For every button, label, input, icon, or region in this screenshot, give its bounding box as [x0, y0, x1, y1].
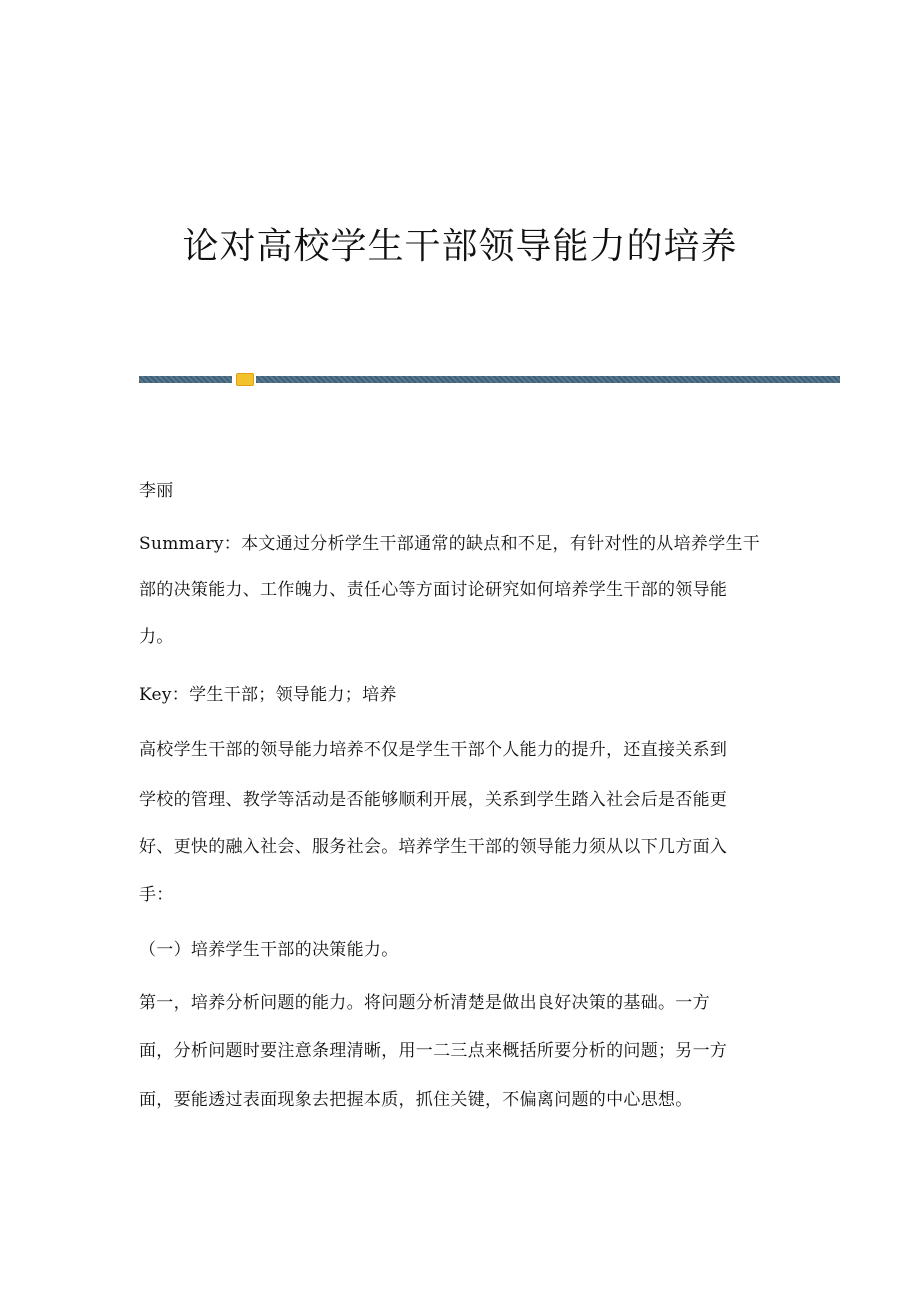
divider-left [139, 376, 232, 383]
summary-line: 力。 [139, 627, 174, 647]
body-line: 面，分析问题时要注意条理清晰，用一二三点来概括所要分析的问题；另一方 [139, 1041, 728, 1061]
body-line: 手： [139, 885, 174, 905]
body-line: 高校学生干部的领导能力培养不仅是学生干部个人能力的提升，还直接关系到 [139, 740, 728, 760]
divider-right [256, 376, 840, 383]
author: 李丽 [139, 481, 174, 501]
body-line: 好、更快的融入社会、服务社会。培养学生干部的领导能力须从以下几方面入 [139, 837, 728, 857]
body-line: 学校的管理、教学等活动是否能够顺利开展，关系到学生踏入社会后是否能更 [139, 790, 728, 810]
section-heading: （一）培养学生干部的决策能力。 [139, 940, 399, 960]
body-line: 第一，培养分析问题的能力。将问题分析清楚是做出良好决策的基础。一方 [139, 993, 710, 1013]
envelope-icon [236, 373, 254, 386]
document-title: 论对高校学生干部领导能力的培养 [182, 226, 738, 267]
summary-line: 部的决策能力、工作魄力、责任心等方面讨论研究如何培养学生干部的领导能 [139, 580, 728, 600]
keywords: Key：学生干部；领导能力；培养 [139, 685, 397, 705]
body-line: 面，要能透过表面现象去把握本质，抓住关键，不偏离问题的中心思想。 [139, 1090, 693, 1110]
summary-line: Summary：本文通过分析学生干部通常的缺点和不足，有针对性的从培养学生干 [139, 534, 761, 554]
